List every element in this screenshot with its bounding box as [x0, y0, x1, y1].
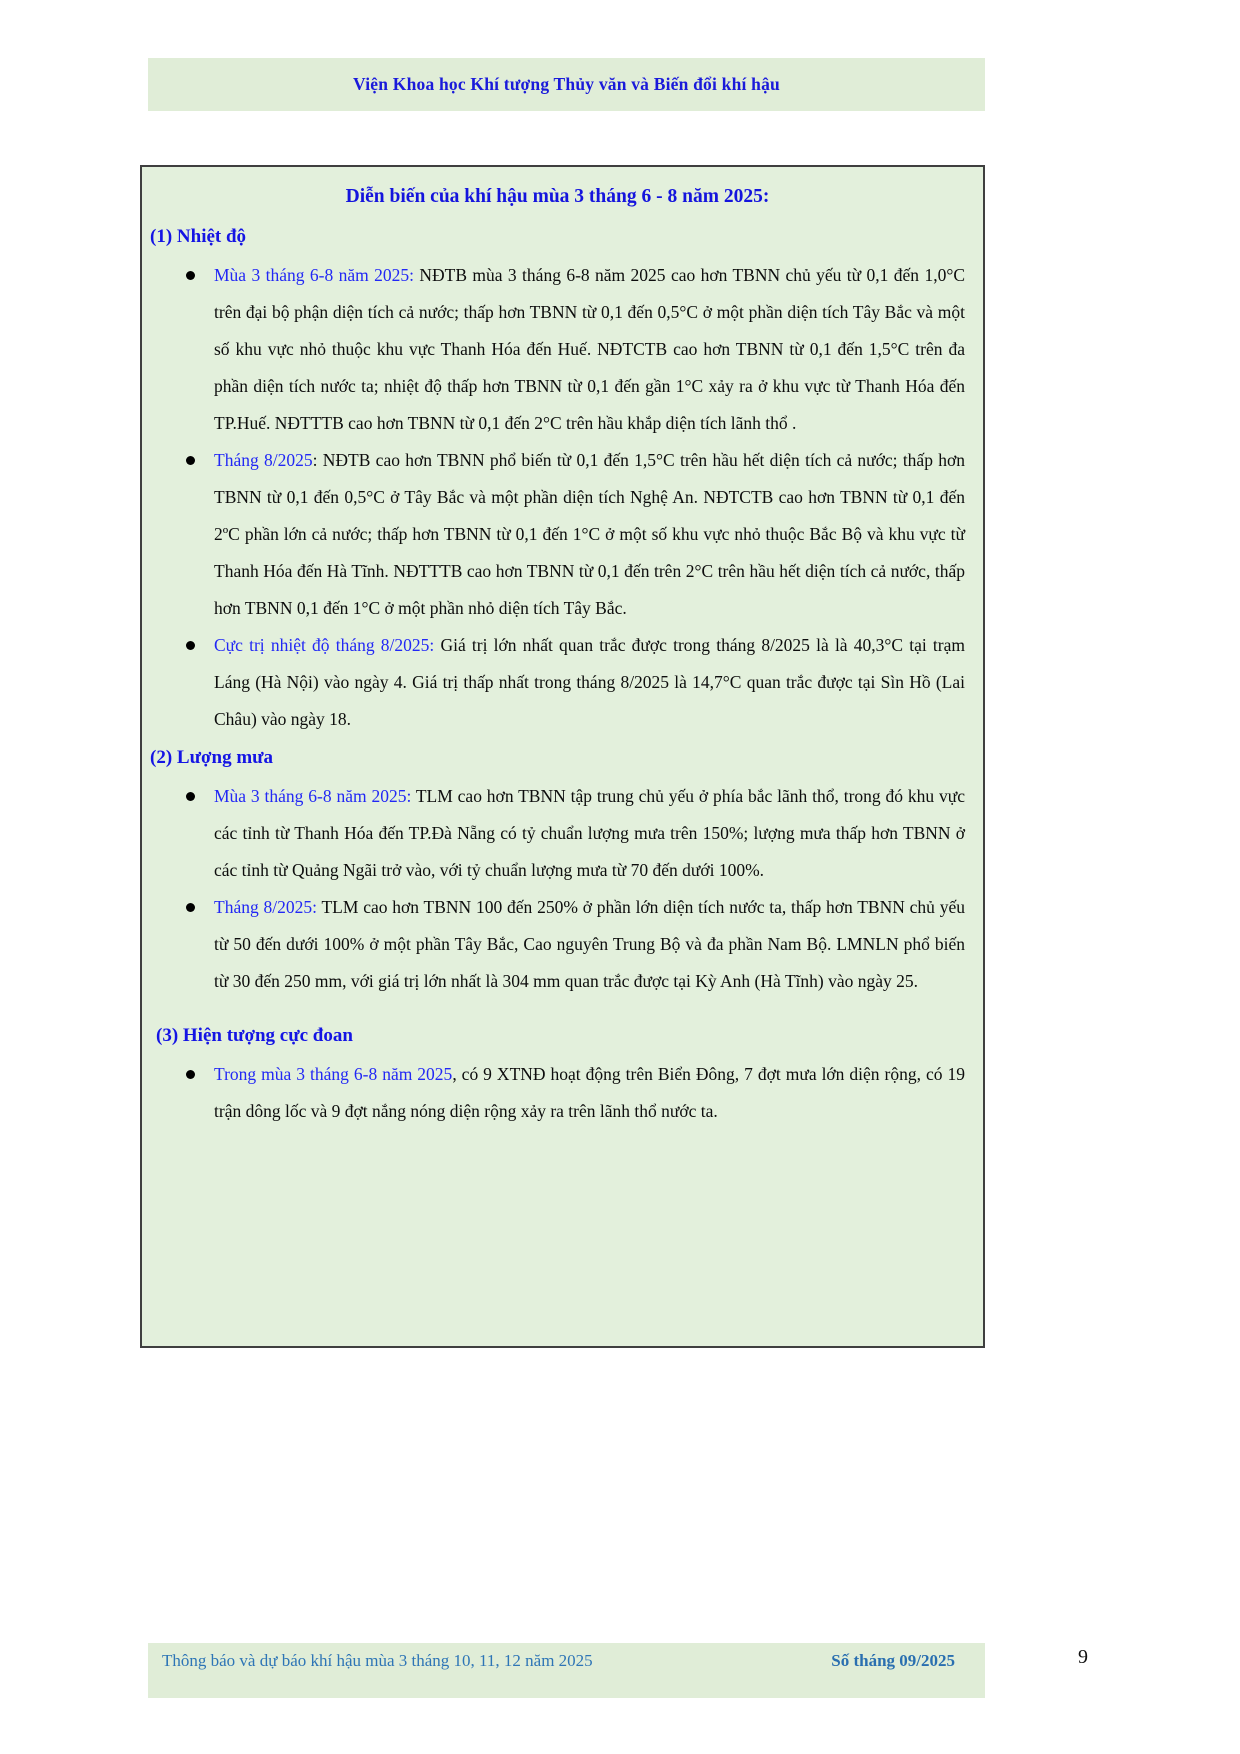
list-item [184, 257, 965, 442]
bullet-text [214, 778, 965, 889]
bullet-body: TLM cao hơn TBNN tập trung chủ yếu ở phía bắc lãnh thổ, trong đó khu vực các tỉnh từ Thanh Hóa đến TP.Đà Nẵng có tỷ chuẩn lượng mưa trên 150%; lượng mưa thấp hơn TBNN ở các tỉnh từ Quảng Ngãi trở vào, với tỷ chuẩn lượng mưa từ 70 đến dưới 100%. [214, 786, 965, 880]
bullet-lead: Tháng 8/2025: [214, 897, 317, 917]
bullet-text [214, 1056, 965, 1130]
bullet-text [214, 257, 965, 442]
bullet-icon [184, 889, 214, 1000]
institute-name: Viện Khoa học Khí tượng Thủy văn và Biến đổi khí hậu [353, 74, 780, 94]
bullet-lead: Trong mùa 3 tháng 6-8 năm 2025 [214, 1064, 453, 1084]
header-bar [148, 58, 985, 111]
list-item [184, 1056, 965, 1130]
footer-issue-number: Số tháng 09/2025 [831, 1651, 955, 1670]
climate-summary-box [140, 165, 985, 1348]
list-item [184, 778, 965, 889]
page-number: 9 [1078, 1646, 1088, 1668]
section-heading-extremes: (3) Hiện tượng cực đoan [156, 1025, 353, 1046]
bullet-icon [184, 257, 214, 442]
report-title: Diễn biến của khí hậu mùa 3 tháng 6 - 8 năm 2025: [345, 186, 770, 207]
bullet-lead: Tháng 8/2025 [214, 450, 313, 470]
bullet-text [214, 442, 965, 627]
bullet-lead: Mùa 3 tháng 6-8 năm 2025: [214, 265, 414, 285]
bullet-body: Giá trị lớn nhất quan trắc được trong tháng 8/2025 là là 40,3°C tại trạm Láng (Hà Nội) vào ngày 4. Giá trị thấp nhất trong tháng 8/2025 là 14,7°C quan trắc được tại Sìn Hồ (Lai Châu) vào ngày 18. [214, 635, 965, 729]
bullet-body: , có 9 XTNĐ hoạt động trên Biển Đông, 7 đợt mưa lớn diện rộng, có 19 trận dông lốc và 9 đợt nắng nóng diện rộng xảy ra trên lãnh thổ nước ta. [214, 1064, 965, 1121]
bullet-body: NĐTB mùa 3 tháng 6-8 năm 2025 cao hơn TBNN chủ yếu từ 0,1 đến 1,0°C trên đại bộ phận diện tích cả nước; thấp hơn TBNN từ 0,1 đến 0,5°C ở một phần diện tích Tây Bắc và một số khu vực nhỏ thuộc khu vực Thanh Hóa đến Huế. NĐTCTB cao hơn TBNN từ 0,1 đến 1,5°C trên đa phần diện tích nước ta; nhiệt độ thấp hơn TBNN từ 0,1 đến gần 1°C xảy ra ở khu vực từ Thanh Hóa đến TP.Huế. NĐTTTB cao hơn TBNN từ 0,1 đến 2°C trên hầu khắp diện tích lãnh thổ . [214, 265, 965, 433]
bullet-text [214, 889, 965, 1000]
bullet-text [214, 627, 965, 738]
list-item [184, 889, 965, 1000]
section-heading-temperature: (1) Nhiệt độ [150, 226, 247, 247]
list-item [184, 627, 965, 738]
bullet-lead: Cực trị nhiệt độ tháng 8/2025: [214, 635, 435, 655]
bullet-body: TLM cao hơn TBNN 100 đến 250% ở phần lớn diện tích nước ta, thấp hơn TBNN chủ yếu từ 50 đến dưới 100% ở một phần Tây Bắc, Cao nguyên Trung Bộ và đa phần Nam Bộ. LMNLN phổ biến từ 30 đến 250 mm, với giá trị lớn nhất là 304 mm quan trắc được tại Kỳ Anh (Hà Tĩnh) vào ngày 25. [214, 897, 965, 991]
list-item [184, 442, 965, 627]
footer-bulletin-title: Thông báo và dự báo khí hậu mùa 3 tháng 10, 11, 12 năm 2025 [162, 1651, 593, 1670]
bullet-icon [184, 1056, 214, 1130]
bullet-icon [184, 627, 214, 738]
bullet-icon [184, 778, 214, 889]
bullet-icon [184, 442, 214, 627]
bullet-body: : NĐTB cao hơn TBNN phổ biến từ 0,1 đến 1,5°C trên hầu hết diện tích cả nước; thấp hơn TBNN từ 0,1 đến 0,5°C ở Tây Bắc và một phần diện tích Nghệ An. NĐTCTB cao hơn TBNN từ 0,1 đến 2ºC phần lớn cả nước; thấp hơn TBNN từ 0,1 đến 1°C ở một số khu vực nhỏ thuộc Bắc Bộ và khu vực từ Thanh Hóa đến Hà Tĩnh. NĐTTTB cao hơn TBNN từ 0,1 đến trên 2°C trên hầu hết diện tích cả nước, thấp hơn TBNN 0,1 đến 1°C ở một phần nhỏ diện tích Tây Bắc. [214, 450, 965, 618]
section-heading-rainfall: (2) Lượng mưa [150, 747, 274, 768]
footer-bar [148, 1643, 985, 1698]
bullet-lead: Mùa 3 tháng 6-8 năm 2025: [214, 786, 412, 806]
